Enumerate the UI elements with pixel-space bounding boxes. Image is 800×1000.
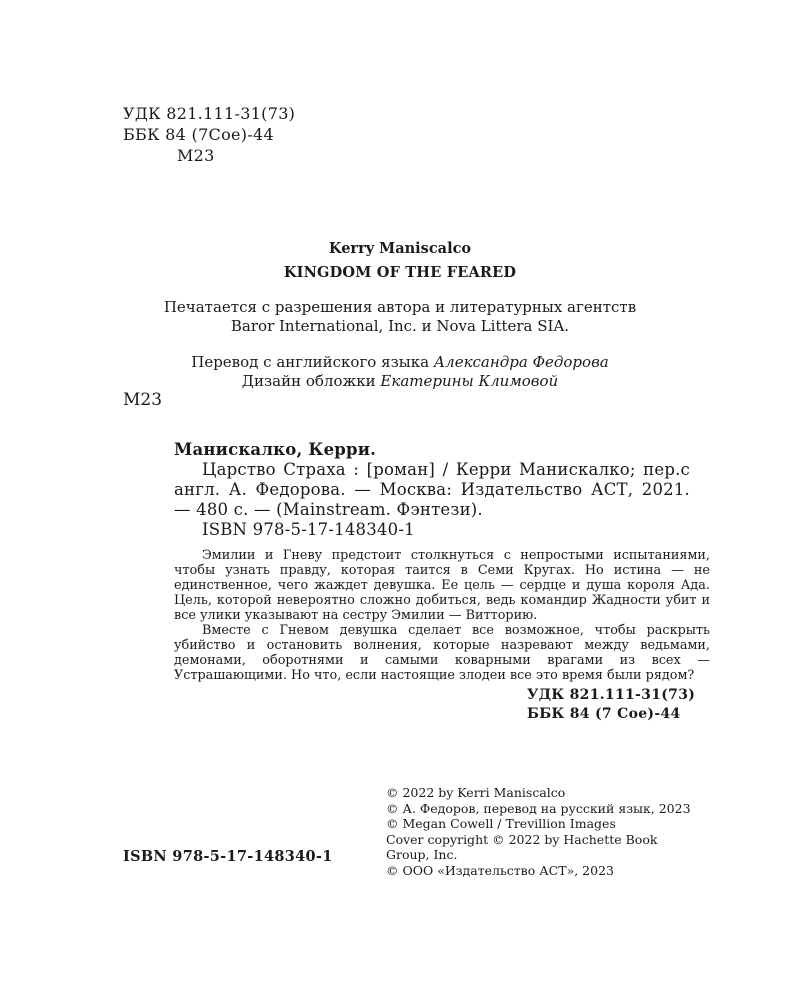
credits xyxy=(0,353,800,391)
udk-code: УДК 821.111-31(73) xyxy=(123,104,296,123)
design-credit xyxy=(0,372,800,391)
permission-line-1: Печатается с разрешения автора и литературных агентств xyxy=(163,298,637,316)
card-description: Царство Страха : [роман] / Керри Манискалко; пер.с англ. А. Федорова. — Москва: Издательство АСТ, 2021. — 480 с. — (Mainstream. Фэнтези). xyxy=(174,460,690,519)
translator-name: Александра Федорова xyxy=(433,353,609,371)
catalog-card xyxy=(174,440,690,540)
classification-codes xyxy=(527,686,695,724)
annotation-paragraph-2: Вместе с Гневом девушка сделает все возможное, чтобы раскрыть убийство и остановить волнения, которые назревают между ведьмами, демонами, оборотнями и самыми коварными врагами из всех — Устрашающими. Но что, если настоящие злодеи все это время были рядом? xyxy=(174,623,710,683)
card-isbn: ISBN 978-5-17-148340-1 xyxy=(202,520,415,539)
bbk-code-bottom: ББК 84 (7 Сое)-44 xyxy=(527,706,681,722)
card-heading: Манискалко, Керри. xyxy=(174,440,377,459)
bbk-code: ББК 84 (7Сое)-44 xyxy=(123,125,275,144)
top-classification-codes xyxy=(123,103,295,166)
permission-notice xyxy=(0,298,800,336)
copyright-line: © ООО «Издательство АСТ», 2023 xyxy=(386,862,614,878)
catalog-mark: М23 xyxy=(123,390,163,410)
annotation-paragraph-1: Эмилии и Гневу предстоит столкнуться с непростыми испытаниями, чтобы узнать правду, которая таится в Семи Кругах. Но истина — не единственное, чего жаждет девушка. Ее цель — сердце и душа короля Ада. Цель, которой невероятно сложно добиться, ведь командир Жадности убит и все улики указывают на сестру Эмилии — Витторию. xyxy=(174,548,710,623)
annotation xyxy=(174,548,710,683)
translation-prefix: Перевод с английского языка xyxy=(191,353,434,371)
copyright-line: © 2022 by Kerri Maniscalco xyxy=(386,785,566,800)
original-author: Kerry Maniscalco xyxy=(328,240,472,257)
permission-line-2: Baror International, Inc. и Nova Littera SIA. xyxy=(230,317,570,335)
design-prefix: Дизайн обложки xyxy=(241,372,381,390)
designer-name: Екатерины Климовой xyxy=(380,372,559,390)
copyright-line: Cover copyright © 2022 by Hachette Book Group, Inc. xyxy=(386,831,658,862)
copyright-block xyxy=(386,785,716,878)
udk-code-bottom: УДК 821.111-31(73) xyxy=(527,687,696,703)
original-title: KINGDOM OF THE FEARED xyxy=(283,264,517,281)
author-mark: М23 xyxy=(177,146,215,165)
copyright-line: © Megan Cowell / Trevillion Images xyxy=(386,816,616,831)
isbn-bottom: ISBN 978-5-17-148340-1 xyxy=(123,848,333,865)
copyright-line: © А. Федоров, перевод на русский язык, 2023 xyxy=(386,800,691,816)
translation-credit xyxy=(0,353,800,372)
